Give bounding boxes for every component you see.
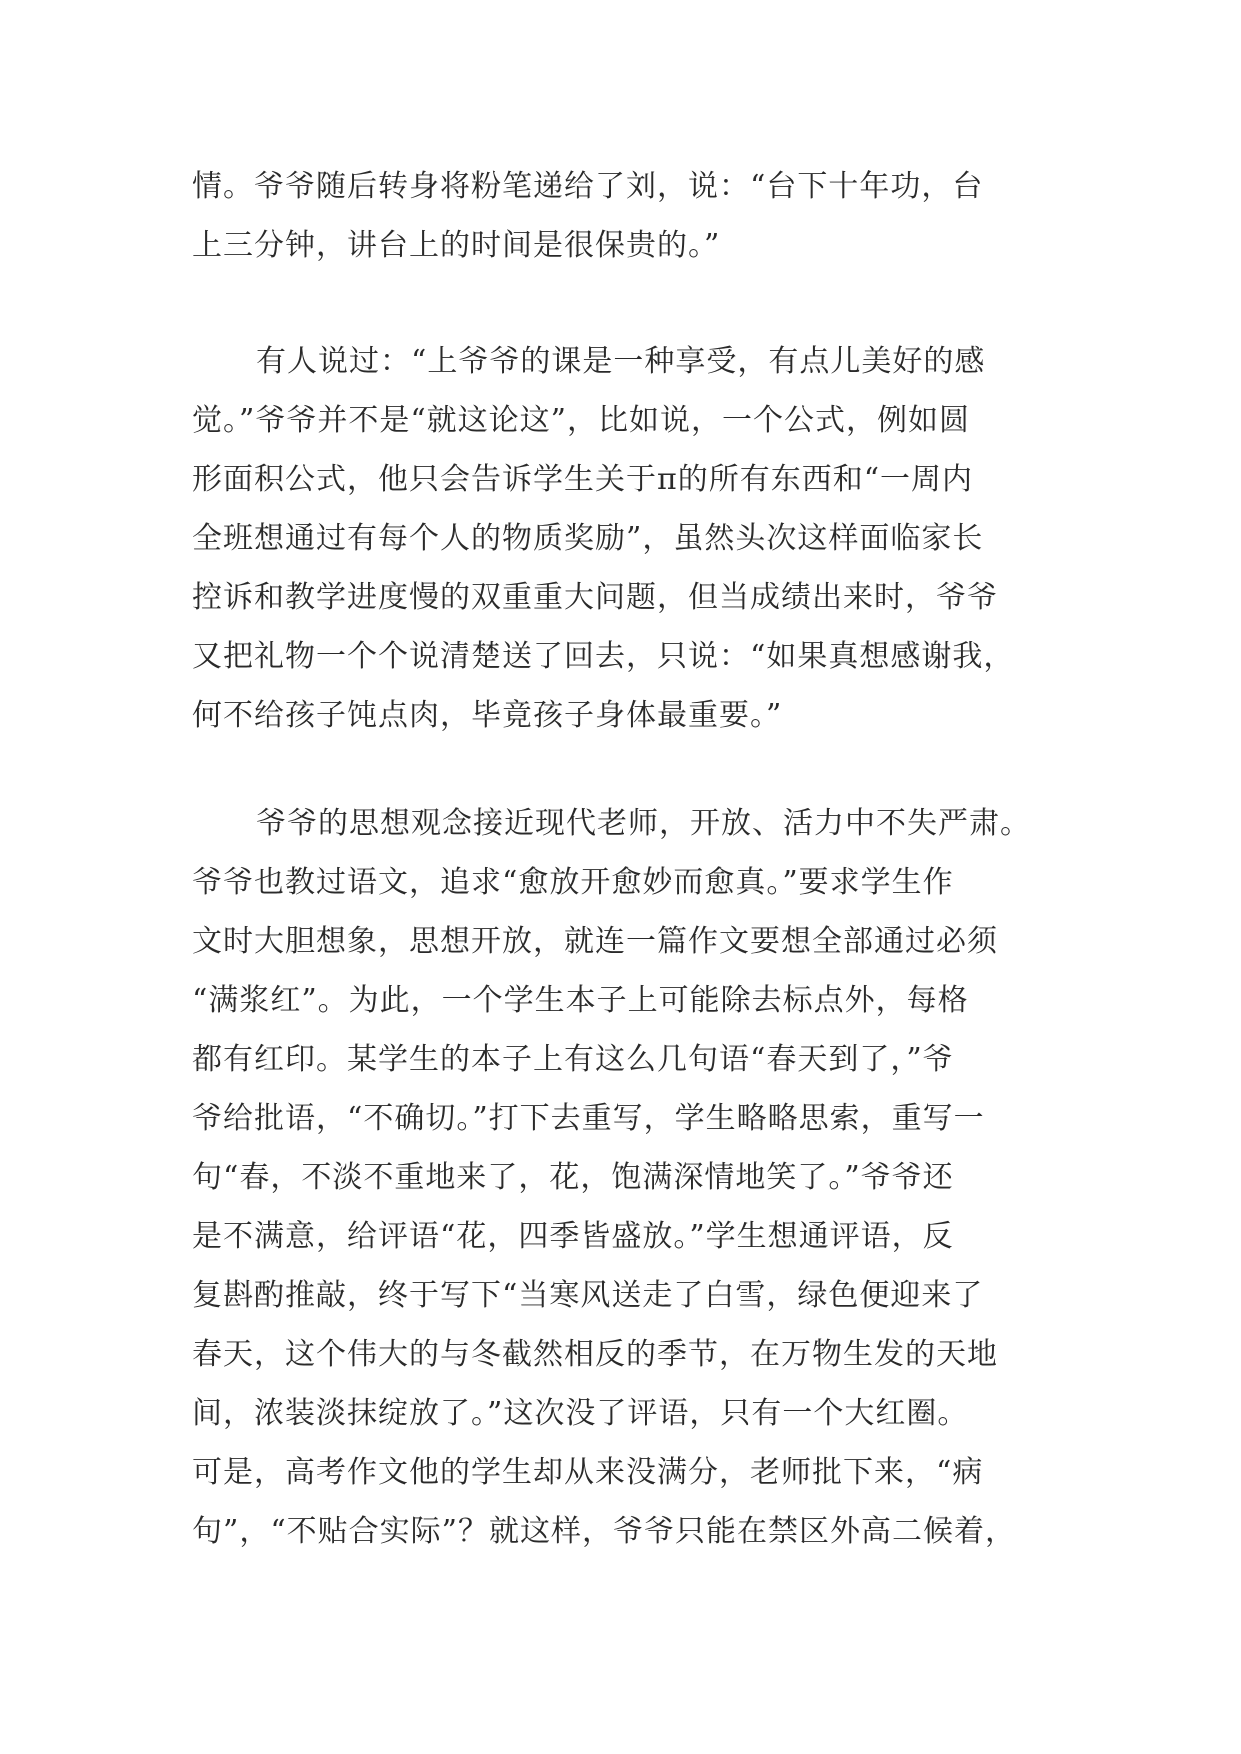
paragraph-line: 都有红印。某学生的本子上有这么几句语“春天到了，”爷 [192,1042,954,1077]
paragraph-line: 复斟酌推敲，终于写下“当寒风送走了白雪，绿色便迎来了 [192,1278,984,1313]
paragraph-line: 情。爷爷随后转身将粉笔递给了刘，说：“台下十年功，台 [192,169,984,204]
paragraph-line: 上三分钟，讲台上的时间是很保贵的。” [192,228,721,263]
paragraph-line: 是不满意，给评语“花，四季皆盛放。”学生想通评语，反 [192,1219,954,1254]
paragraph-2 [192,332,1052,745]
paragraph-line: 觉。”爷爷并不是“就这论这”，比如说，一个公式，例如圆 [192,403,971,438]
paragraph-line: 控诉和教学进度慢的双重重大问题，但当成绩出来时，爷爷 [192,580,998,615]
paragraph-line: 何不给孩子饨点肉，毕竟孩子身体最重要。” [192,698,783,733]
paragraph-line: “满浆红”。为此，一个学生本子上可能除去标点外，每格 [192,983,969,1018]
paragraph-line: 文时大胆想象，思想开放，就连一篇作文要想全部通过必须 [192,924,998,959]
paragraph-3 [192,794,1052,1561]
paragraph-line: 句”，“不贴合实际”？就这样，爷爷只能在禁区外高二候着， [192,1514,1017,1549]
paragraph-line: 间，浓装淡抹绽放了。”这次没了评语，只有一个大红圈。 [192,1396,969,1431]
paragraph-line: 形面积公式，他只会告诉学生关于π的所有东西和“一周内 [192,462,974,497]
paragraph-line: 全班想通过有每个人的物质奖励”，虽然头次这样面临家长 [192,521,984,556]
paragraph-line: 又把礼物一个个说清楚送了回去，只说：“如果真想感谢我， [192,639,1015,674]
paragraph-line: 爷爷也教过语文，追求“愈放开愈妙而愈真。”要求学生作 [192,865,954,900]
paragraph-line: 有人说过：“上爷爷的课是一种享受，有点儿美好的感 [256,344,986,379]
paragraph-line: 可是，高考作文他的学生却从来没满分，老师批下来，“病 [192,1455,984,1490]
paragraph-line: 春天，这个伟大的与冬截然相反的季节，在万物生发的天地 [192,1337,998,1372]
paragraph-1 [192,157,1052,275]
paragraph-line: 爷给批语，“不确切。”打下去重写，学生略略思索，重写一 [192,1101,985,1136]
paragraph-line: 句“春，不淡不重地来了，花，饱满深情地笑了。”爷爷还 [192,1160,954,1195]
paragraph-line: 爷爷的思想观念接近现代老师，开放、活力中不失严肃。 [256,806,1031,841]
